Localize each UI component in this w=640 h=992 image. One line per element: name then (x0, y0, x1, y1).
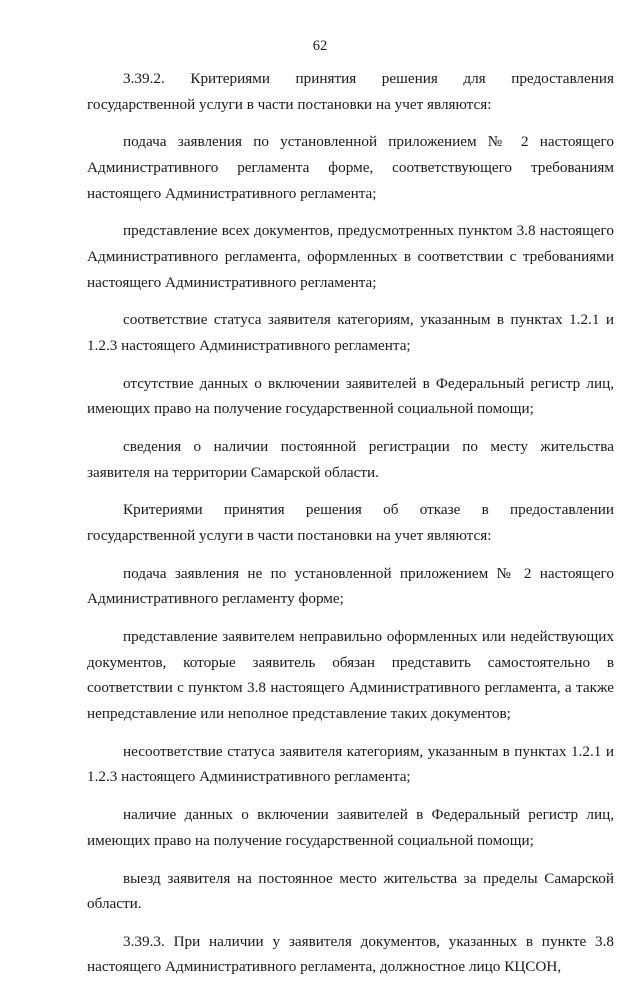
list-item-registry-data: наличие данных о включении заявителей в Федеральный регистр лиц, имеющих право на получение государственной социальной помощи; (87, 806, 614, 849)
list-item-status-match: соответствие статуса заявителя категориям, указанным в пунктах 1.2.1 и 1.2.3 настоящего Административного регламента; (87, 311, 614, 354)
list-item-invalid-documents: представление заявителем неправильно оформленных или недействующих документов, которые заявитель обязан представить самостоятельно в соответствии с пунктом 3.8 настоящего Административного регламента, а также непредставление или неполное представление таких документов; (87, 628, 614, 722)
document-body (87, 66, 614, 992)
list-item-status-mismatch: несоответствие статуса заявителя категориям, указанным в пунктах 1.2.1 и 1.2.3 настоящего Административного регламента; (87, 742, 614, 786)
list-item-all-documents: представление всех документов, предусмотренных пунктом 3.8 настоящего Административного регламента, оформленных в соответствии с требованиями настоящего Административного регламента; (87, 222, 614, 291)
paragraph-3-39-2: 3.39.2. Критериями принятия решения для предоставления государственной услуги в части постановки на учет являются: (87, 70, 614, 113)
list-item-registration-info: сведения о наличии постоянной регистрации по месту жительства заявителя на территории Самарской области. (87, 438, 614, 481)
paragraph-refusal-criteria: Критериями принятия решения об отказе в предоставлении государственной услуги в части постановки на учет являются: (87, 501, 614, 545)
page-number: 62 (312, 38, 328, 54)
paragraph-3-39-3: 3.39.3. При наличии у заявителя документов, указанных в пункте 3.8 настоящего Административного регламента, должностное лицо КЦСОН, (87, 932, 614, 976)
list-item-departure: выезд заявителя на постоянное место жительства за пределы Самарской области. (87, 869, 614, 913)
list-item-application-form: подача заявления по установленной приложением № 2 настоящего Административного регламента форме, соответствующего требованиям настоящего Административного регламента; (87, 133, 614, 202)
list-item-no-registry-data: отсутствие данных о включении заявителей в Федеральный регистр лиц, имеющих право на получение государственной социальной помощи; (87, 374, 614, 418)
list-item-wrong-form: подача заявления не по установленной приложением № 2 настоящего Административного регламенту форме; (87, 564, 614, 608)
